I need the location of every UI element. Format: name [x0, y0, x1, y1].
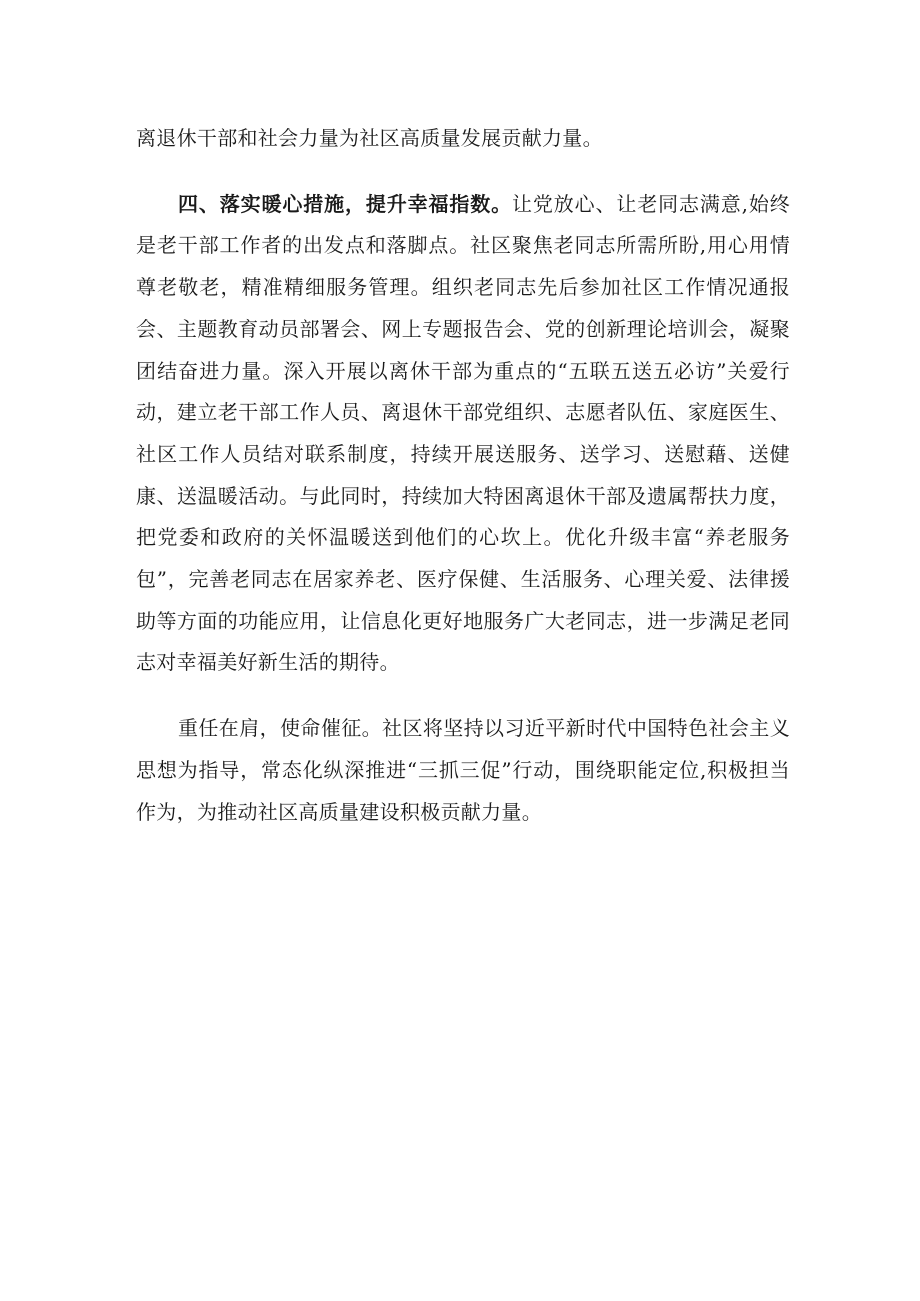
paragraph-section-four — [136, 184, 790, 684]
section-body: 让党放心、让老同志满意,始终是老干部工作者的出发点和落脚点。社区聚焦老同志所需所盼,用心用情尊老敬老，精准精细服务管理。组织老同志先后参加社区工作情况通报会、主题教育动员部署会、网上专题报告会、党的创新理论培训会，凝聚团结奋进力量。深入开展以离休干部为重点的“五联五送五必访”关爱行动，建立老干部工作人员、离退休干部党组织、志愿者队伍、家庭医生、社区工作人员结对联系制度，持续开展送服务、送学习、送慰藉、送健康、送温暖活动。与此同时，持续加大特困离退休干部及遗属帮扶力度，把党委和政府的关怀温暖送到他们的心坎上。优化升级丰富“养老服务包”，完善老同志在居家养老、医疗保健、生活服务、心理关爱、法律援助等方面的功能应用，让信息化更好地服务广大老同志，进一步满足老同志对幸福美好新生活的期待。 — [136, 191, 790, 675]
section-heading: 四、落实暖心措施，提升幸福指数。 — [178, 191, 512, 216]
paragraph-conclusion: 重任在肩，使命催征。社区将坚持以习近平新时代中国特色社会主义思想为指导，常态化纵深推进“三抓三促”行动，围绕职能定位,积极担当作为，为推动社区高质量建设积极贡献力量。 — [136, 716, 790, 824]
document-body — [136, 118, 790, 833]
paragraph-continuation: 离退休干部和社会力量为社区高质量发展贡献力量。 — [136, 126, 603, 150]
